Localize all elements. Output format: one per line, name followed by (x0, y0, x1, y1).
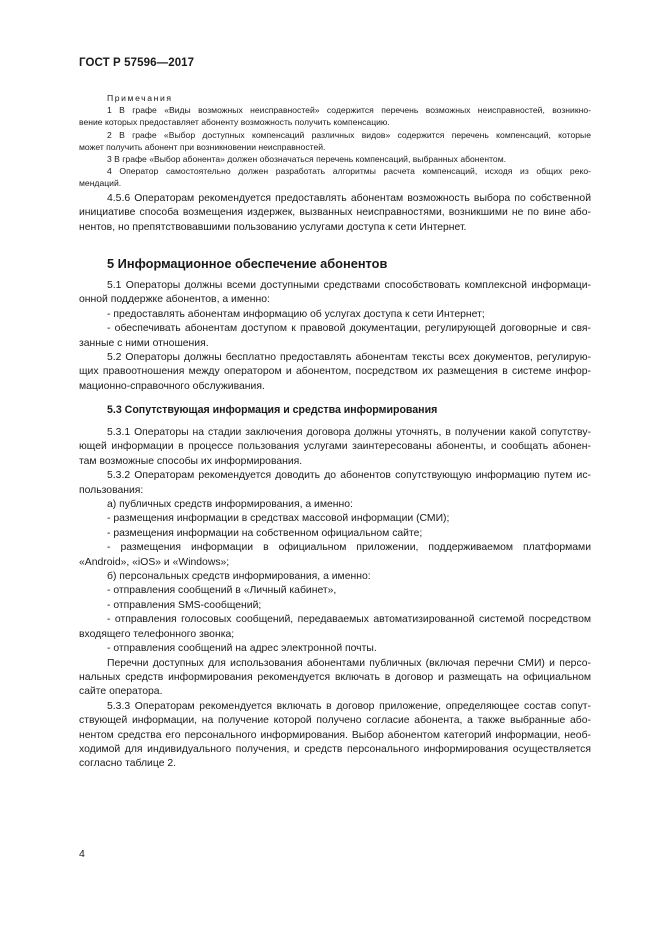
text-line: ющей информации в процессе пользования услугами заинтересованы абоненты, и сообщать абонен- (79, 441, 591, 453)
list-item: б) персональных средств информирования, а именно: (107, 571, 371, 583)
text-line: нальных средств информирования рекомендуется включать в договор и размещать на официальном (79, 671, 591, 683)
text-line: ходимой для индивидуального получения, и средств персонального информирования осуществляется (79, 743, 591, 755)
section-5-3-body (79, 426, 591, 772)
section-5-3-title: 5.3 Сопутствующая информация и средства информирования (107, 404, 438, 416)
text-line: 5.1 Операторы должны всеми доступными средствами способствовать комплексной информаци- (107, 280, 591, 291)
section-5-title: 5 Информационное обеспечение абонентов (107, 256, 388, 271)
text-line: согласно таблице 2. (79, 758, 177, 770)
text-line: 4.5.6 Операторам рекомендуется предоставлять абонентам возможность выбора по собственной (107, 193, 591, 204)
list-item: - отправления голосовых сообщений, передаваемых автоматизированной системой посредством (107, 614, 591, 626)
text-line: ствующей информации, на получение которой получено согласие абонента, а также выбранные або- (79, 715, 591, 727)
standard-header: ГОСТ Р 57596—2017 (79, 57, 195, 69)
note-line: может получить абонент при возникновении неисправностей. (79, 141, 326, 152)
text-line: там возможные способы их информирования. (79, 455, 303, 467)
list-item: - размещения информации на собственном официальном сайте; (107, 527, 423, 539)
list-item: - обеспечивать абонентам доступом к правовой документации, регулирующей договорные и свя- (107, 323, 591, 335)
list-item: - размещения информации в средствах массовой информации (СМИ); (107, 513, 450, 525)
text-line: онной поддержке абонентов, а именно: (79, 294, 270, 306)
notes-title: Примечания (107, 93, 173, 103)
text-line: занные с ними отношения. (79, 337, 209, 349)
list-item: - отправления сообщений в «Личный кабинет», (107, 585, 337, 597)
text-line: нентов, но препятствовавшими пользованию услугами доступа к сети Интернет. (79, 221, 467, 233)
text-line: Перечни доступных для использования абонентами публичных (включая перечни СМИ) и персо- (107, 657, 591, 669)
list-item: - предоставлять абонентам информацию об услугах доступа к сети Интернет; (107, 308, 485, 320)
note-line: вение которых предоставляет абоненту возможность получить компенсацию. (79, 117, 390, 128)
note-line: мендаций. (79, 178, 122, 189)
text-line: входящего телефонного звонка; (79, 628, 235, 640)
list-item: - отправления сообщений на адрес электронной почты. (107, 643, 377, 655)
notes-block (79, 92, 591, 190)
text-line: мационно-справочного обслуживания. (79, 380, 265, 392)
note-line: 3 В графе «Выбор абонента» должен обозначаться перечень компенсаций, выбранных абонентом. (107, 154, 506, 165)
list-item: а) публичных средств информирования, а именно: (107, 499, 353, 511)
text-line: 5.2 Операторы должны бесплатно предоставлять абонентам тексты всех документов, регулирую- (107, 352, 591, 364)
section-5-body (79, 279, 591, 394)
text-line: инициативе способа возмещения издержек, вызванных неисправностями, возникшими не по вине або- (79, 207, 591, 219)
note-line: 1 В графе «Виды возможных неисправностей» содержится перечень возможных неисправностей, возникно- (107, 105, 591, 116)
text-line: нентом средства его персонального информирования. Выбор абонентом категорий информации, необ- (79, 729, 591, 741)
note-line: 4 Оператор самостоятельно должен разработать алгоритмы расчета компенсаций, исходя из общих реко- (107, 166, 591, 177)
text-line: «Android», «iOS» и «Windows»; (79, 556, 230, 568)
text-line: сайте оператора. (79, 686, 163, 698)
text-line: 5.3.3 Операторам рекомендуется включать в договор приложение, определяющее состав сопут- (107, 700, 591, 712)
page-number: 4 (79, 848, 85, 860)
text-line: 5.3.1 Операторы на стадии заключения договора должны уточнять, в получении какой сопутству- (107, 427, 591, 438)
paragraph-4-5-6 (79, 192, 591, 235)
text-line: 5.3.2 Операторам рекомендуется доводить до абонентов сопутствующую информацию путем ис- (107, 470, 591, 482)
list-item: - размещения информации в официальном приложении, поддерживаемом платформами (107, 542, 591, 554)
text-line: пользования: (79, 484, 144, 496)
note-line: 2 В графе «Выбор доступных компенсаций различных видов» содержится перечень компенсаций, которые (107, 129, 591, 140)
list-item: - отправления SMS-сообщений; (107, 599, 262, 611)
text-line: щих правоотношения между оператором и абонентом, посредством их размещения в системе инфор- (79, 366, 591, 378)
